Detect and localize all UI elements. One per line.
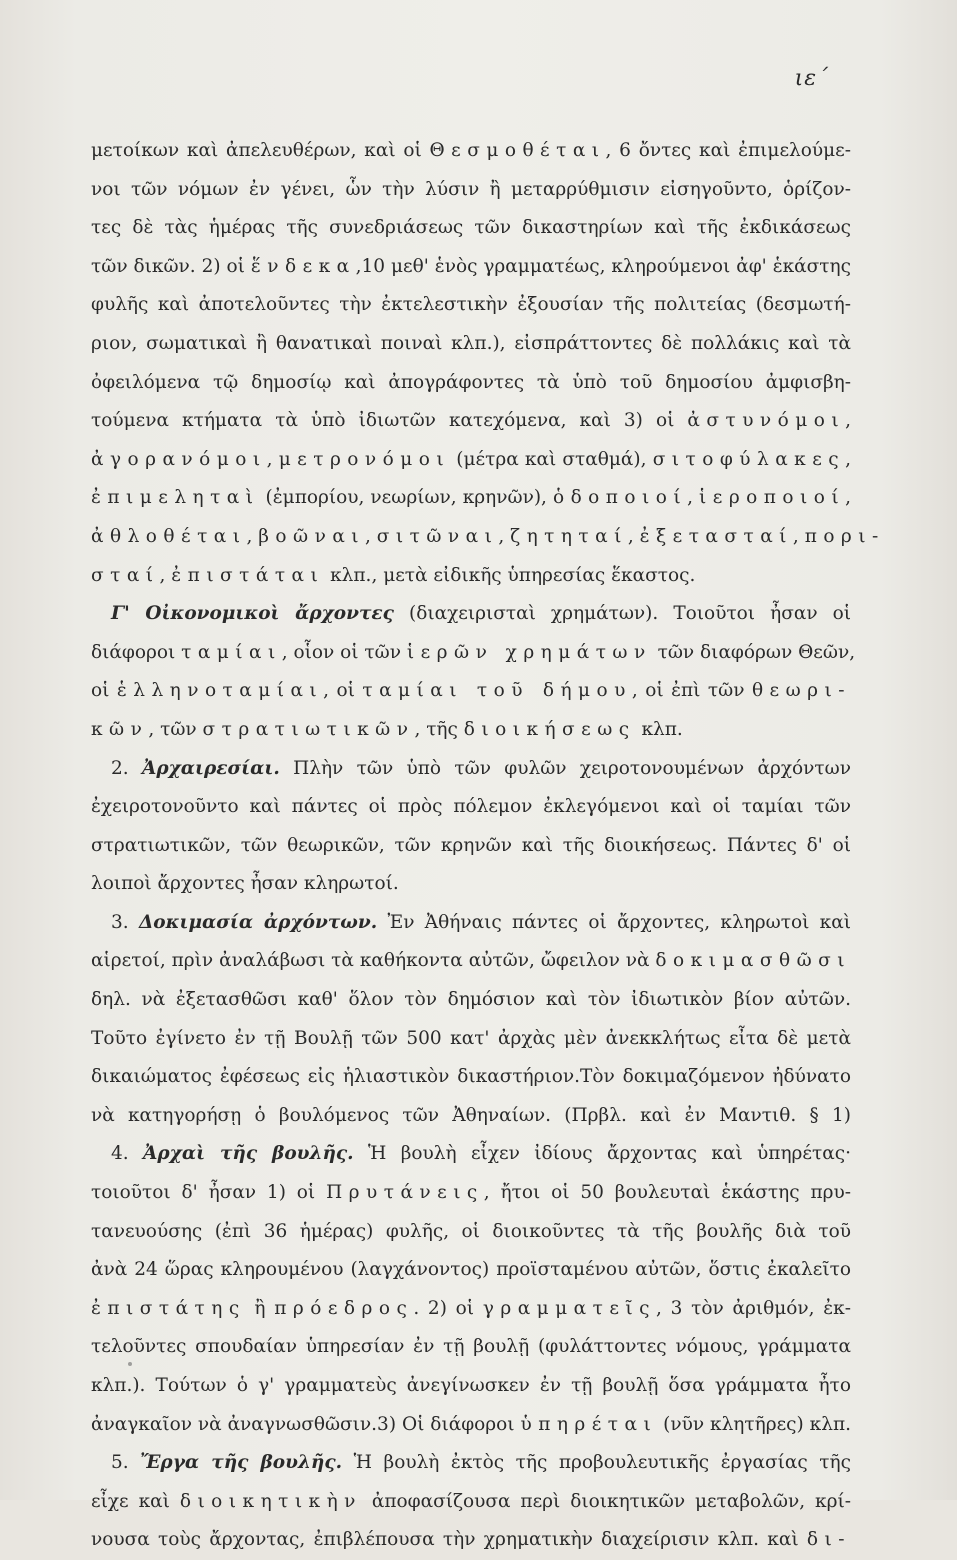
text-line: [91, 672, 851, 711]
text-run: ἀνὰ 24 ὥρας κληρουμένου (λαγχάνοντος) προϊσταμένου αὐτῶν, ὅστις ἐκαλεῖτο: [91, 1259, 851, 1281]
text-run: φυλῆς καὶ ἀποτελοῦντες τὴν ἐκτελεστικὴν ἐξουσίαν τῆς πολιτείας (δεσμωτή-: [91, 294, 851, 316]
text-run: (νῦν κλητῆρες) κλπ.: [657, 1413, 852, 1435]
text-run: εἶχε καὶ: [91, 1490, 180, 1512]
text-line: [91, 904, 851, 943]
spaced-term: ἱεροποιοί: [699, 487, 846, 509]
text-line: [91, 248, 851, 287]
text-run: νοι τῶν νόμων ἐν γένει, ὧν τὴν λύσιν ἢ μεταρρύθμισιν εἰσηγοῦντο, ὁρίζον-: [91, 178, 851, 200]
text-line: [91, 518, 885, 557]
text-line: [91, 827, 851, 866]
text-run: (μέτρα καὶ σταθμά),: [450, 448, 653, 470]
text-run: 3.: [111, 911, 139, 933]
text-line: [91, 286, 851, 325]
text-run: , τῶν: [148, 718, 203, 740]
text-run: Ἐν Ἀθήναις πάντες οἱ ἄρχοντες, κληρωτοὶ καὶ: [377, 911, 851, 933]
spaced-term: βοῶναι: [258, 525, 366, 547]
spaced-term: ἐπιμεληταὶ: [91, 487, 260, 509]
text-run: τελοῦντες σπουδαίαν ὑπηρεσίαν ἐν τῇ βουλῇ (φυλάττοντες νόμους, γράμματα: [91, 1336, 851, 1358]
spaced-term: σιτῶναι: [376, 525, 499, 547]
text-line: [91, 132, 851, 171]
text-line: [91, 981, 851, 1020]
text-run: στρατιωτικῶν, τῶν θεωρικῶν, τῶν κρηνῶν καὶ τῆς διοικήσεως. Πάντες δ' οἱ: [91, 834, 851, 856]
text-line: [91, 1483, 851, 1522]
spaced-term: ταμίαι: [181, 641, 282, 663]
text-run: , οἷον οἱ τῶν: [281, 641, 407, 663]
text-run: , τῆς: [414, 718, 464, 740]
text-line: [91, 557, 851, 596]
text-line: [91, 788, 851, 827]
spaced-term: ἀστυνόμοι: [687, 410, 846, 432]
text-line: [91, 325, 851, 364]
spaced-term: Πρυτάνεις: [326, 1182, 484, 1204]
text-line: [91, 441, 851, 480]
text-run: Ἡ βουλὴ εἶχεν ἰδίους ἄρχοντας καὶ ὑπηρέτας·: [353, 1143, 851, 1165]
text-line: [91, 1020, 851, 1059]
text-run: Τοῦτο ἐγίνετο ἐν τῇ Βουλῇ τῶν 500 κατ' ἀρχὰς μὲν ἀνεκκλήτως εἶτα δὲ μετὰ: [91, 1027, 851, 1049]
text-line: [91, 402, 851, 441]
spaced-term: ἕνδεκα: [250, 255, 356, 277]
text-run: νουσα τοὺς ἄρχοντας, ἐπιβλέπουσα τὴν χρηματικὴν διαχείρισιν κλπ. καὶ: [91, 1529, 807, 1551]
spaced-term: στρατιωτικῶν: [202, 718, 415, 740]
text-run: 5.: [111, 1452, 141, 1474]
text-run: κλπ.: [635, 718, 683, 740]
text-run: δικαιώματος ἐφέσεως εἰς ἡλιαστικὸν δικαστήριον.Τὸν δοκιμαζόμενον ἠδύνατο: [91, 1066, 851, 1088]
text-run: τοιοῦτοι δ' ἦσαν 1) οἱ: [91, 1182, 327, 1204]
text-run: Πλὴν τῶν ὑπὸ τῶν φυλῶν χειροτονουμένων ἀρχόντων: [279, 757, 851, 779]
spaced-term: ἱερῶν χρημάτων: [406, 641, 652, 663]
section-heading: Ἔργα τῆς βουλῆς.: [140, 1452, 343, 1474]
text-run: , οἱ ἐπὶ τῶν: [631, 680, 752, 702]
spaced-term: ἀθλοθέται: [91, 525, 247, 547]
text-line: [91, 1251, 851, 1290]
spaced-term: ὑπηρέται: [520, 1413, 658, 1435]
text-run: ἀποφασίζουσα περὶ διοικητικῶν μεταβολῶν, κρί-: [361, 1490, 852, 1512]
text-run: ,: [498, 525, 511, 547]
text-line: [91, 171, 851, 210]
text-line: [91, 364, 851, 403]
text-line: [91, 595, 851, 634]
text-line: [91, 1367, 851, 1406]
text-line: [91, 711, 851, 750]
text-run: ριον, σωματικαὶ ἢ θανατικαὶ ποιναὶ κλπ.), εἰσπράττοντες δὲ πολλάκις καὶ τὰ: [91, 332, 851, 354]
spaced-term: ἀγορανόμοι: [91, 448, 267, 470]
spaced-term: ἐπιστάτης: [91, 1297, 246, 1319]
text-run: ἢ: [245, 1297, 275, 1319]
paper-speck: [128, 1362, 132, 1366]
page-number: ιε´: [794, 66, 829, 91]
text-run: ,: [246, 525, 259, 547]
text-run: 2.: [111, 757, 142, 779]
spaced-term: ταμίαι τοῦ δήμου: [362, 680, 632, 702]
text-run: , 3 τὸν ἀριθμόν, ἐκ-: [655, 1297, 851, 1319]
text-line: [91, 942, 851, 981]
spaced-term: πορι-: [804, 525, 885, 547]
text-run: ,: [365, 525, 377, 547]
text-run: ,: [159, 564, 172, 586]
spaced-term: ἑλληνοταμίαι: [116, 680, 324, 702]
text-line: [91, 1521, 851, 1560]
spaced-term: ἐπιστάται: [171, 564, 325, 586]
text-run: (ἐμπορίου, νεωρίων, κρηνῶν),: [259, 487, 553, 509]
text-run: νὰ κατηγορήσῃ ὁ βουλόμενος τῶν Ἀθηναίων. (Πρβλ. καὶ ἐν Μαντιθ. § 1): [91, 1104, 851, 1126]
body-text: [91, 132, 885, 1560]
text-run: ἐχειροτονοῦντο καὶ πάντες οἱ πρὸς πόλεμον ἐκλεγόμενοι καὶ οἱ ταμίαι τῶν: [91, 796, 851, 818]
text-line: [91, 479, 851, 518]
spaced-term: σιτοφύλακες: [652, 448, 846, 470]
text-line: [91, 1444, 851, 1483]
text-line: [91, 865, 851, 904]
text-run: τανευούσης (ἐπὶ 36 ἡμέρας) φυλῆς, οἱ διοικοῦντες τὰ τῆς βουλῆς διὰ τοῦ: [91, 1220, 851, 1242]
text-line: [91, 1213, 851, 1252]
text-run: (διαχειρισταὶ χρημάτων). Τοιοῦτοι ἦσαν οἱ: [393, 603, 851, 625]
text-line: [91, 1097, 851, 1136]
spaced-term: δι-: [806, 1529, 851, 1551]
text-run: ,: [845, 487, 851, 509]
section-heading: Ἀρχαιρεσίαι.: [141, 757, 280, 779]
spaced-term: γραμματεῖς: [482, 1297, 656, 1319]
text-run: τῶν δικῶν. 2) οἱ: [91, 255, 251, 277]
text-run: δηλ. νὰ ἐξετασθῶσι καθ' ὅλον τὸν δημόσιον καὶ τὸν ἰδιωτικὸν βίον αὐτῶν.: [91, 989, 851, 1011]
spaced-term: πρόεδρος: [274, 1297, 414, 1319]
text-run: τῶν διαφόρων Θεῶν,: [651, 641, 856, 663]
text-line: [91, 209, 851, 248]
text-line: [91, 1135, 851, 1174]
text-line: [91, 1058, 851, 1097]
text-line: [91, 750, 851, 789]
text-run: ,: [627, 525, 640, 547]
text-run: διάφοροι: [91, 641, 182, 663]
spaced-term: ὁδοποιοί: [552, 487, 688, 509]
spaced-term: διοικήσεως: [463, 718, 636, 740]
section-heading: Ἀρχαὶ τῆς βουλῆς.: [143, 1143, 354, 1165]
text-run: ,: [792, 525, 805, 547]
text-run: κλπ., μετὰ εἰδικῆς ὑπηρεσίας ἕκαστος.: [324, 564, 696, 586]
text-run: . 2) οἱ: [413, 1297, 483, 1319]
text-run: Ἡ βουλὴ ἐκτὸς τῆς προβουλευτικῆς ἐργασίας τῆς: [342, 1452, 851, 1474]
text-run: , ἤτοι οἱ 50 βουλευταὶ ἑκάστης πρυ-: [483, 1182, 851, 1204]
section-heading: Δοκιμασία ἀρχόντων.: [138, 911, 378, 933]
text-run: μετοίκων καὶ ἀπελευθέρων, καὶ οἱ: [91, 140, 430, 161]
text-line: [91, 1174, 851, 1213]
text-run: τες δὲ τὰς ἡμέρας τῆς συνεδριάσεως τῶν δικαστηρίων καὶ τῆς ἐκδικάσεως: [91, 217, 851, 239]
spaced-term: ζητηταί: [510, 525, 628, 547]
text-run: τούμενα κτήματα τὰ ὑπὸ ἰδιωτῶν κατεχόμενα, καὶ 3) οἱ: [91, 410, 688, 432]
text-line: [91, 1328, 851, 1367]
text-run: 4.: [111, 1143, 144, 1165]
spaced-term: κῶν: [91, 718, 149, 740]
text-run: ,: [687, 487, 700, 509]
text-run: ἀναγκαῖον νὰ ἀναγνωσθῶσιν.3) Οἱ διάφοροι: [91, 1413, 521, 1435]
text-run: ὀφειλόμενα τῷ δημοσίῳ καὶ ἀπογράφοντες τὰ ὑπὸ τοῦ δημοσίου ἀμφισβη-: [91, 371, 851, 393]
spaced-term: Θεσμοθέται: [429, 140, 606, 161]
spaced-term: διοικητικὴν: [179, 1490, 362, 1512]
spaced-term: θεωρι-: [751, 680, 851, 702]
text-run: ,: [845, 410, 851, 432]
text-run: ,: [266, 448, 279, 470]
text-run: ,10 μεθ' ἑνὸς γραμματέως, κληρούμενοι ἀφ' ἑκάστης: [355, 255, 851, 277]
text-run: , οἱ: [323, 680, 363, 702]
text-run: οἱ: [91, 680, 117, 702]
text-run: αἱρετοί, πρὶν ἀναλάβωσι τὰ καθήκοντα αὐτῶν, ὤφειλον νὰ: [91, 950, 656, 972]
text-line: [91, 1406, 851, 1445]
spaced-term: σταί: [91, 564, 160, 586]
text-run: κλπ.). Τούτων ὁ γ' γραμματεὺς ἀνεγίνωσκεν ἐν τῇ βουλῇ ὅσα γράμματα ἦτο: [91, 1375, 851, 1396]
spaced-term: ἐξετασταί: [639, 525, 793, 547]
spaced-term: μετρονόμοι: [278, 448, 451, 470]
text-line: [91, 634, 856, 673]
text-run: λοιποὶ ἄρχοντες ἦσαν κληρωτοί.: [91, 873, 399, 895]
spaced-term: δοκιμασθῶσι: [655, 950, 851, 972]
section-heading: Γ' Οἰκονομικοὶ ἄρχοντες: [111, 603, 394, 625]
text-line: [91, 1290, 851, 1329]
text-run: , 6 ὄντες καὶ ἐπιμελούμε-: [605, 140, 851, 161]
text-run: ,: [845, 448, 851, 470]
